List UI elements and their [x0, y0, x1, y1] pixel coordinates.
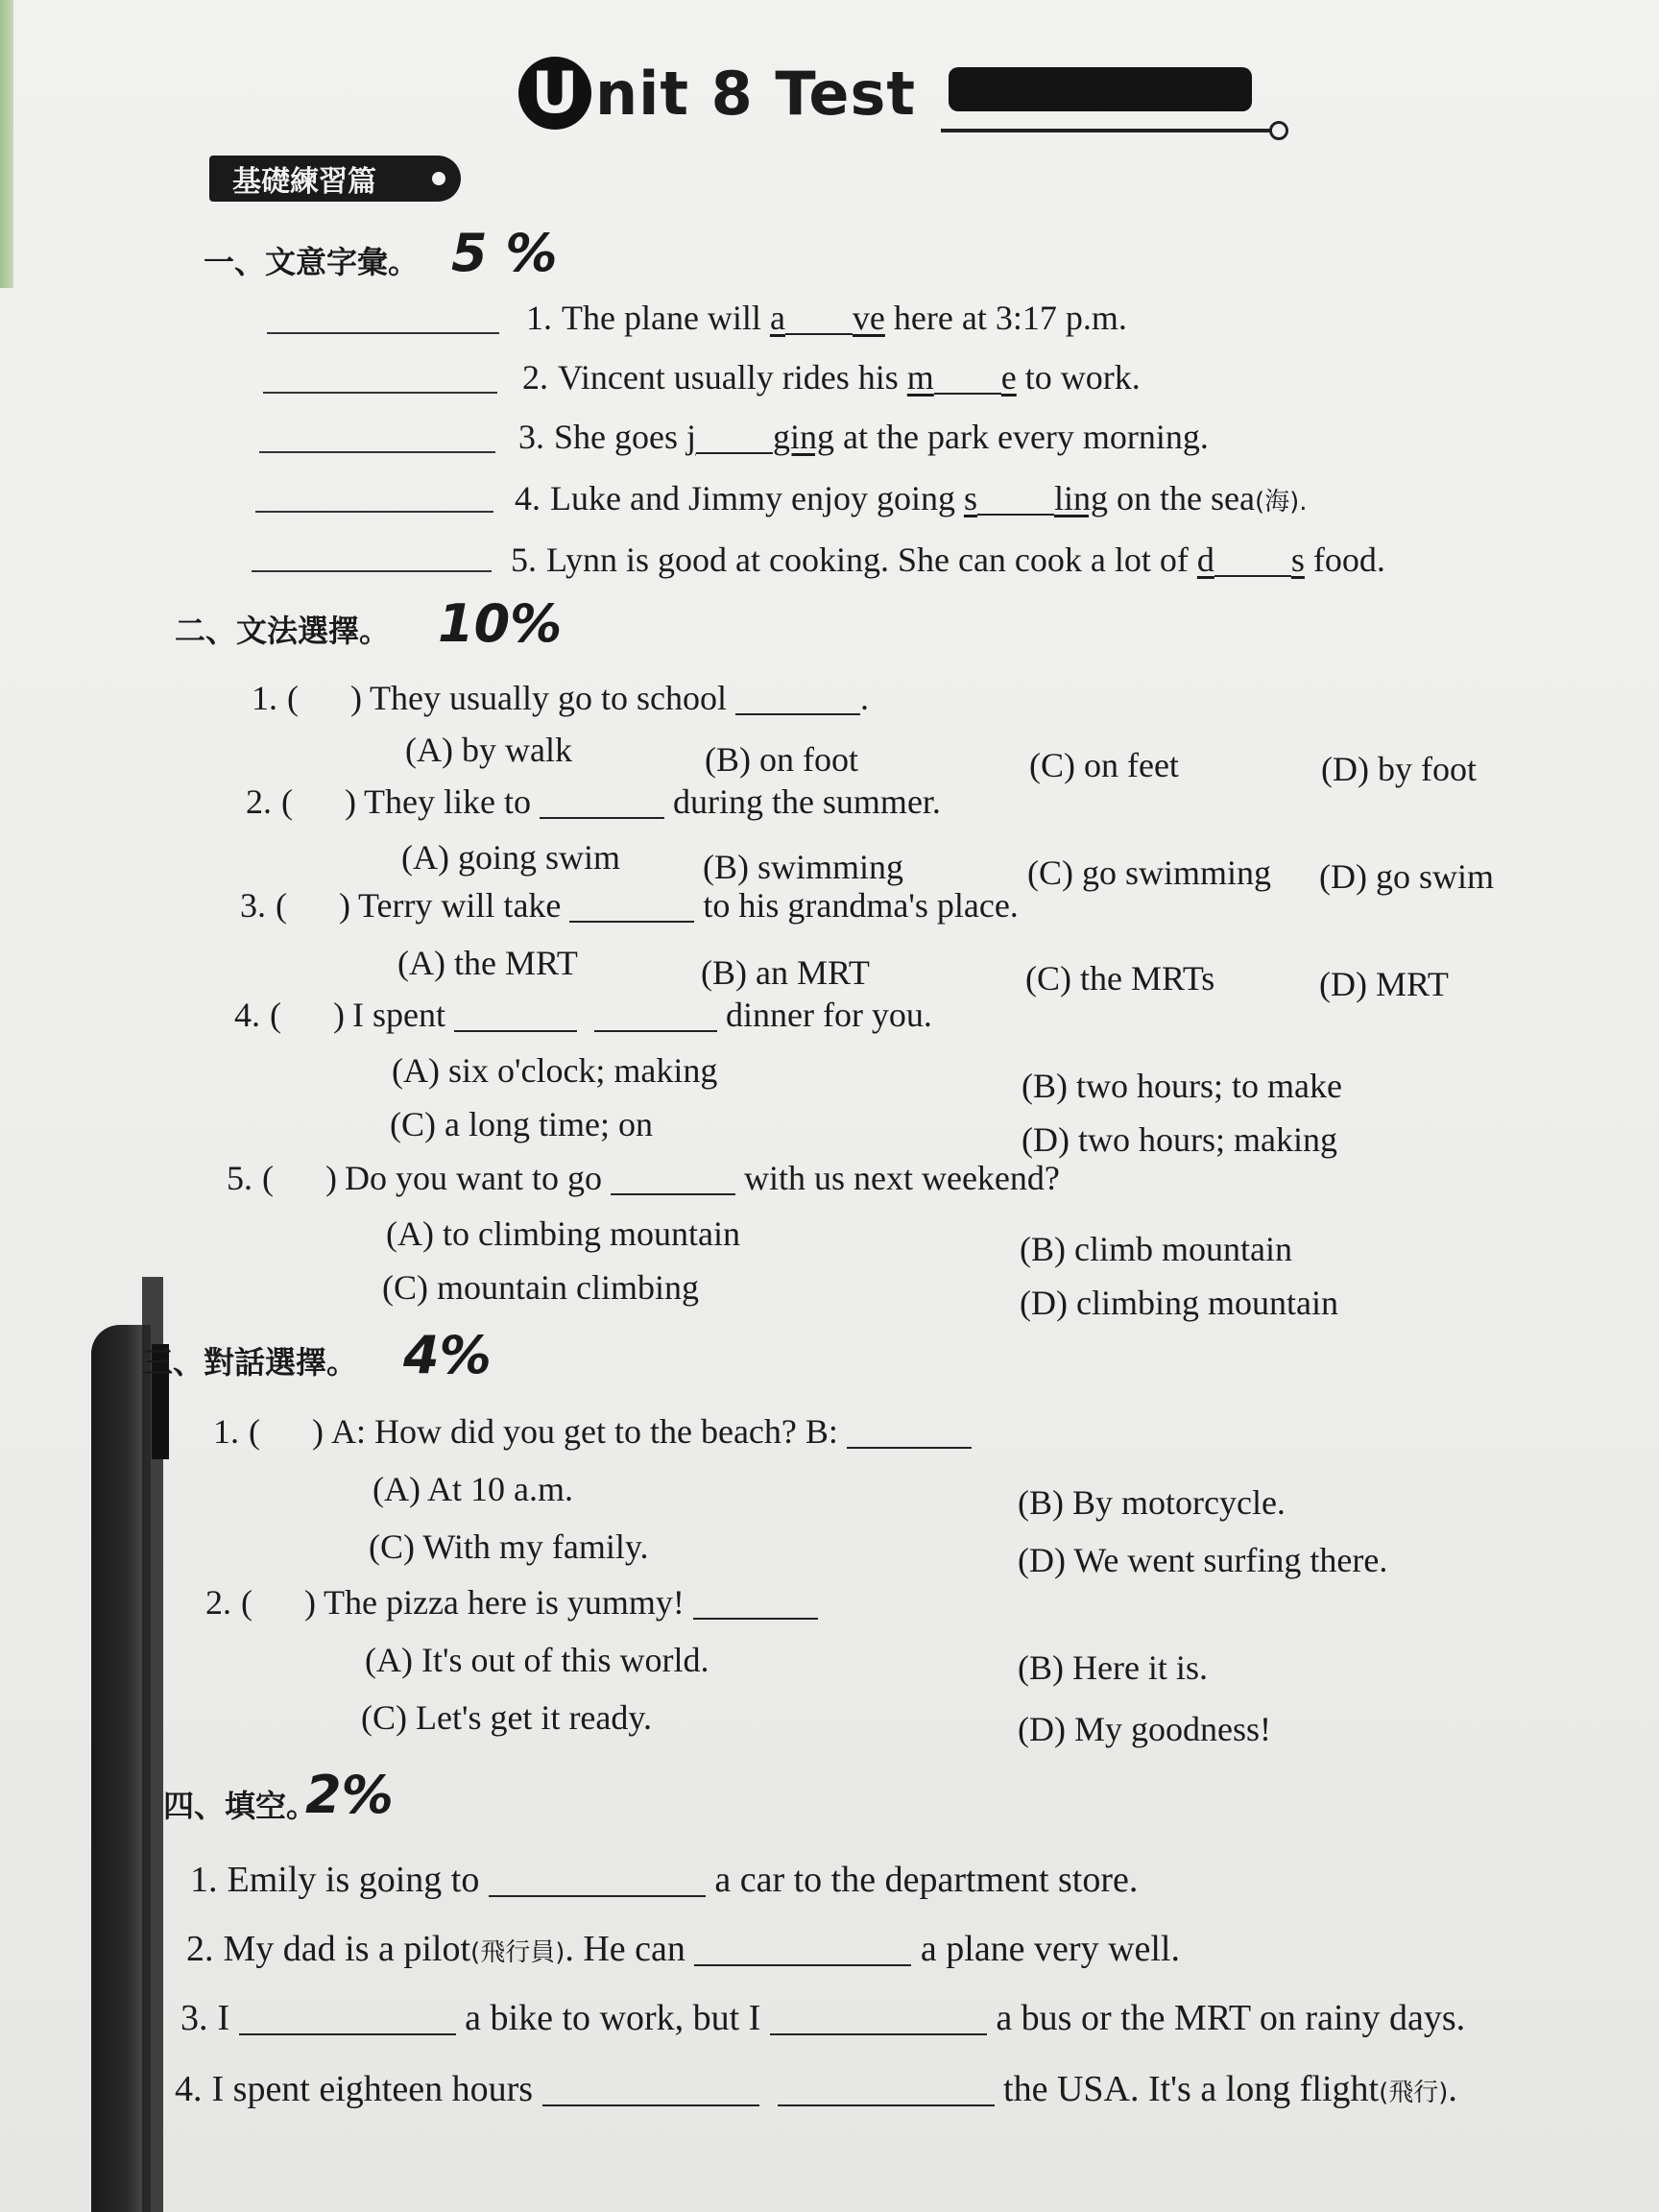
fill-item-1: 1. Emily is going to a car to the department store. [190, 1860, 1139, 1900]
section-2-label: 二、文法選擇。 [175, 613, 391, 649]
section-2-score: 10% [438, 593, 563, 654]
grammar-2-option-c: (C) go swimming [1027, 854, 1272, 892]
desk-edge [0, 0, 13, 288]
title-text: nit 8 Test [595, 58, 916, 129]
dialog-2-option-c: (C) Let's get it ready. [361, 1698, 653, 1737]
grammar-4-option-a: (A) six o'clock; making [392, 1051, 718, 1090]
grammar-1-option-c: (C) on feet [1029, 746, 1179, 784]
section-1-score: 5 % [451, 223, 558, 283]
title-underline [941, 129, 1277, 132]
section-4-label: 四、填空。 [163, 1788, 318, 1824]
grammar-4-option-c: (C) a long time; on [390, 1105, 653, 1143]
vocab-item-3: 3. She goes j ging at the park every morning. [518, 418, 1209, 456]
fill-item-3: 3. I a bike to work, but I a bus or the MRT on rainy days. [180, 1998, 1466, 2038]
dialog-1-option-d: (D) We went surfing there. [1018, 1541, 1388, 1579]
grammar-4-option-b: (B) two hours; to make [1022, 1067, 1342, 1105]
vocab-answer-line-1 [267, 332, 499, 334]
dialog-question-1: 1. ( ) A: How did you get to the beach? B: [213, 1411, 972, 1452]
grammar-2-option-d: (D) go swim [1319, 857, 1494, 896]
grammar-3-option-c: (C) the MRTs [1025, 959, 1215, 998]
section-4-score: 2% [305, 1765, 394, 1825]
grammar-5-option-c: (C) mountain climbing [382, 1268, 699, 1307]
grammar-question-5: 5. ( ) Do you want to go with us next weekend? [227, 1159, 1060, 1197]
vocab-item-4: 4. Luke and Jimmy enjoy going s ling on the sea(海). [515, 479, 1308, 517]
grammar-1-option-a: (A) by walk [405, 731, 572, 769]
grammar-3-option-a: (A) the MRT [397, 944, 578, 982]
badge-dot [432, 172, 445, 185]
grammar-question-1: 1. ( ) They usually go to school . [252, 679, 869, 717]
grammar-5-option-b: (B) climb mountain [1020, 1230, 1292, 1268]
dialog-1-option-b: (B) By motorcycle. [1018, 1483, 1286, 1522]
grammar-4-option-d: (D) two hours; making [1022, 1120, 1337, 1159]
dialog-2-option-d: (D) My goodness! [1018, 1710, 1271, 1748]
grammar-2-option-b: (B) swimming [703, 848, 904, 886]
fill-item-4: 4. I spent eighteen hours the USA. It's a long flight(飛行). [175, 2069, 1457, 2109]
section-3-label: 三、對話選擇。 [142, 1344, 358, 1381]
dialog-2-option-b: (B) Here it is. [1018, 1648, 1208, 1687]
title-u-circle: U [518, 57, 591, 130]
vocab-item-2: 2. Vincent usually rides his m e to work. [522, 358, 1141, 397]
vocab-answer-line-3 [259, 451, 495, 453]
vocab-item-1: 1. The plane will a ve here at 3:17 p.m. [526, 299, 1127, 337]
section-3-score: 4% [403, 1325, 492, 1385]
grammar-question-3: 3. ( ) Terry will take to his grandma's place. [240, 886, 1019, 925]
title-line-dot [1269, 121, 1288, 140]
dialog-1-option-c: (C) With my family. [369, 1527, 649, 1566]
dialog-question-2: 2. ( ) The pizza here is yummy! [205, 1582, 818, 1623]
section-1-label: 一、文意字彙。 [204, 244, 420, 280]
grammar-5-option-d: (D) climbing mountain [1020, 1284, 1338, 1322]
vocab-answer-line-4 [255, 511, 493, 513]
grammar-1-option-d: (D) by foot [1321, 750, 1477, 788]
page-title [518, 50, 916, 136]
dialog-2-option-a: (A) It's out of this world. [365, 1641, 709, 1679]
vocab-item-5: 5. Lynn is good at cooking. She can cook a lot of d s food. [511, 541, 1385, 579]
grammar-2-option-a: (A) going swim [401, 838, 620, 877]
fill-item-2: 2. My dad is a pilot(飛行員). He can a plane very well. [186, 1929, 1180, 1969]
grammar-3-option-d: (D) MRT [1319, 965, 1449, 1003]
grammar-5-option-a: (A) to climbing mountain [386, 1214, 740, 1253]
grammar-3-option-b: (B) an MRT [701, 953, 870, 992]
grammar-question-2: 2. ( ) They like to during the summer. [246, 782, 941, 821]
grammar-question-4: 4. ( ) I spent dinner for you. [234, 996, 932, 1034]
redacted-subtitle [949, 67, 1252, 111]
dialog-1-option-a: (A) At 10 a.m. [373, 1470, 573, 1508]
vocab-answer-line-5 [252, 570, 492, 572]
grammar-1-option-b: (B) on foot [705, 740, 858, 779]
section-badge: 基礎練習篇 [209, 156, 461, 202]
vocab-answer-line-2 [263, 392, 497, 394]
